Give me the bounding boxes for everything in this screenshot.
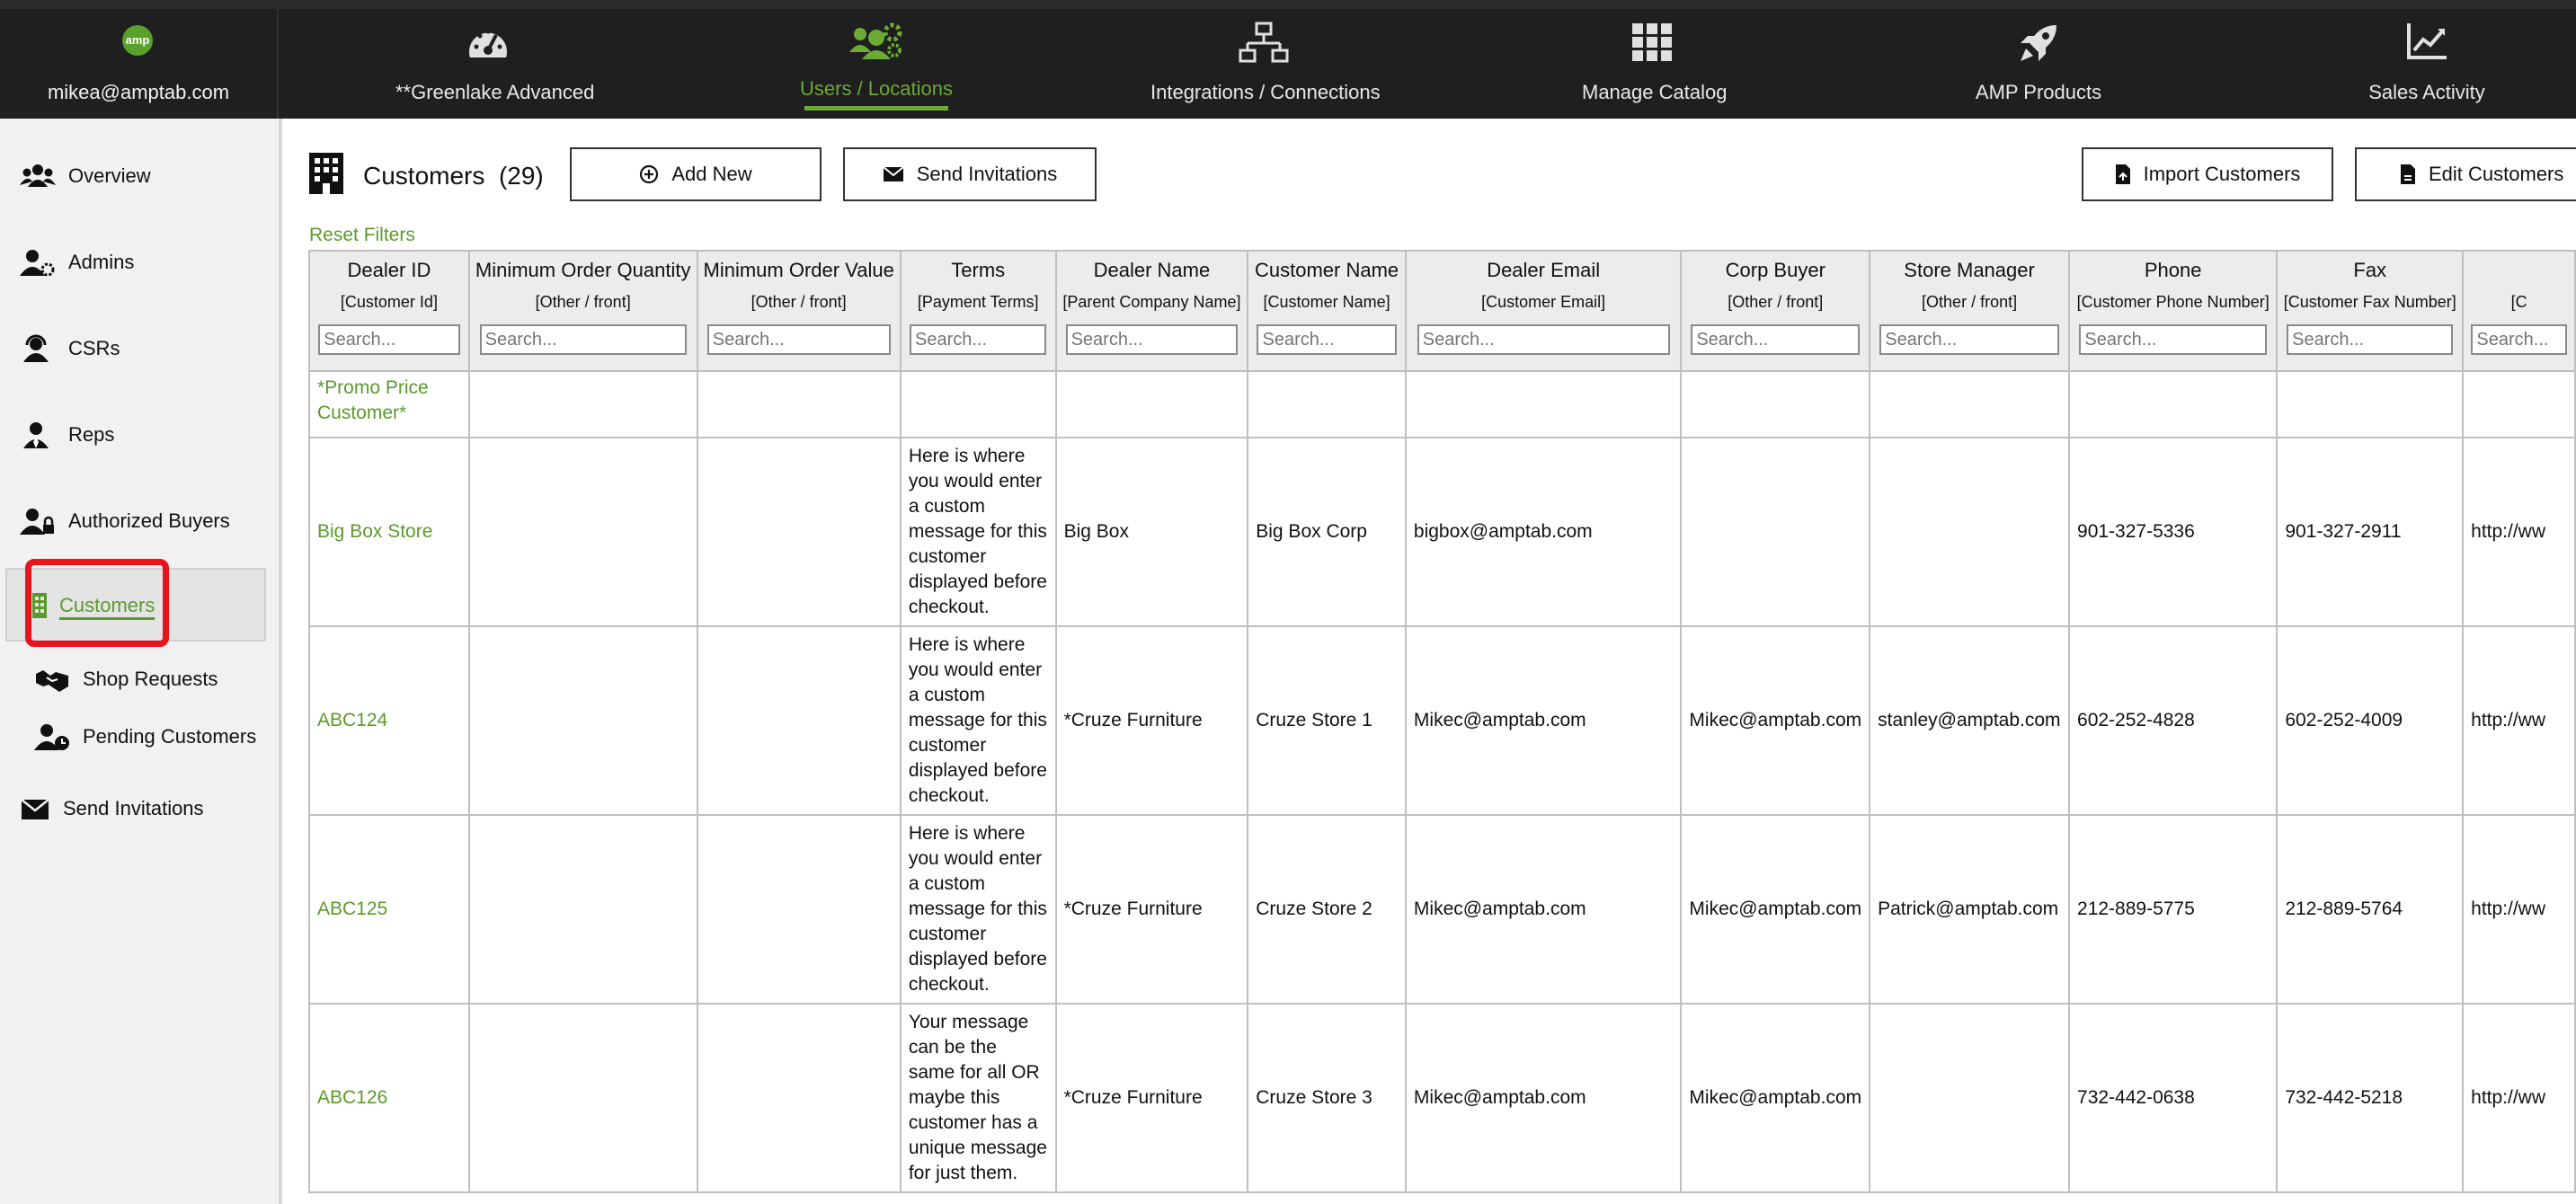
column-header[interactable] <box>1406 251 1682 371</box>
column-field-mapping: [C <box>2510 293 2527 311</box>
account-email: mikea@amptab.com <box>47 81 230 103</box>
table-cell: Big Box Corp <box>1248 438 1406 626</box>
column-title: Fax <box>2353 259 2387 281</box>
sidebar-item-pending-customers[interactable] <box>0 710 279 764</box>
column-field-mapping: [Customer Email] <box>1481 293 1606 311</box>
table-cell: Mikec@amptab.com <box>1681 815 1870 1004</box>
column-title: Dealer Email <box>1487 259 1601 281</box>
table-cell: http://ww <box>2463 438 2575 626</box>
table-cell: Mikec@amptab.com <box>1681 626 1870 815</box>
column-field-mapping: [Other / front] <box>1922 293 2018 311</box>
table-cell: *Cruze Furniture <box>1056 815 1248 1004</box>
table-cell <box>469 1004 697 1192</box>
table-cell: 732-442-0638 <box>2069 1004 2277 1192</box>
column-title: Customer Name <box>1255 259 1399 281</box>
column-search-input[interactable] <box>318 324 459 355</box>
sidebar-item-label: Overview <box>68 164 151 187</box>
table-cell: stanley@amptab.com <box>1870 626 2069 815</box>
table-cell <box>1056 371 1248 438</box>
table-cell <box>2069 371 2277 438</box>
network-icon <box>1239 22 1289 65</box>
user-lock-icon <box>20 507 56 536</box>
table-cell: Cruze Store 1 <box>1248 626 1406 815</box>
dealer-id-cell[interactable]: ABC124 <box>309 626 469 815</box>
table-cell: Here is where you would enter a custom message for this customer displayed before checkout. <box>901 438 1056 626</box>
sidebar-item-csrs[interactable] <box>0 322 279 376</box>
nav-label: AMP Products <box>1975 81 2102 103</box>
column-field-mapping: [Other / front] <box>1728 293 1824 311</box>
table-row[interactable] <box>309 815 2575 1004</box>
table-body <box>309 371 2575 1192</box>
table-cell: 901-327-5336 <box>2069 438 2277 626</box>
envelope-icon <box>20 794 56 823</box>
table-cell: Your message can be the same for all OR maybe this customer has a unique message for just them. <box>901 1004 1056 1192</box>
user-gear-icon <box>20 248 56 277</box>
top-navigation-bar <box>0 0 2576 119</box>
customers-table <box>308 250 2576 1193</box>
nav-label: Manage Catalog <box>1582 81 1728 103</box>
table-cell <box>469 438 697 626</box>
column-header[interactable] <box>2277 251 2463 371</box>
column-field-mapping: [Customer Id] <box>340 293 438 311</box>
column-header[interactable] <box>2069 251 2277 371</box>
column-field-mapping: [Customer Fax Number] <box>2283 293 2456 311</box>
table-cell: Mikec@amptab.com <box>1681 1004 1870 1192</box>
headset-user-icon <box>20 334 56 363</box>
table-cell: http://ww <box>2463 815 2575 1004</box>
building-icon <box>306 151 347 196</box>
table-header-row <box>309 251 2575 371</box>
sidebar-item-admins[interactable] <box>0 235 279 289</box>
sidebar-item-send-invitations[interactable] <box>0 782 279 836</box>
column-title: Terms <box>951 259 1006 281</box>
building-icon <box>27 591 63 620</box>
column-title: Store Manager <box>1904 259 2035 281</box>
column-title: Dealer Name <box>1093 259 1211 281</box>
nav-label: Users / Locations <box>800 77 953 100</box>
nav-label: Sales Activity <box>2368 81 2485 103</box>
file-edit-icon <box>2400 164 2416 185</box>
sidebar-item-reps[interactable] <box>0 408 279 462</box>
amp-logo: amp <box>122 25 153 56</box>
active-tab-underline <box>804 106 948 111</box>
table-cell <box>697 1004 901 1192</box>
table-cell <box>697 626 901 815</box>
nav-users-locations[interactable] <box>791 9 962 119</box>
table-cell: http://ww <box>2463 626 2575 815</box>
column-header[interactable] <box>469 251 697 371</box>
table-cell: Here is where you would enter a custom message for this customer displayed before checkout. <box>901 815 1056 1004</box>
column-search-input[interactable] <box>1257 324 1396 355</box>
column-header[interactable] <box>1681 251 1870 371</box>
dealer-id-cell[interactable]: Big Box Store <box>309 438 469 626</box>
table-cell <box>1248 371 1406 438</box>
table-cell <box>1681 371 1870 438</box>
user-clock-icon <box>34 722 70 751</box>
add-new-button[interactable] <box>570 147 822 201</box>
dealer-id-cell[interactable]: ABC125 <box>309 815 469 1004</box>
table-cell: 901-327-2911 <box>2277 438 2463 626</box>
table-row[interactable] <box>309 626 2575 815</box>
table-cell <box>1870 371 2069 438</box>
table-cell: bigbox@amptab.com <box>1406 438 1682 626</box>
sidebar-item-customers[interactable] <box>0 579 279 633</box>
table-cell <box>2463 371 2575 438</box>
nav-manage-catalog[interactable] <box>1582 9 1728 119</box>
table-cell: http://ww <box>2463 1004 2575 1192</box>
plus-circle-icon <box>639 164 659 184</box>
table-cell <box>469 626 697 815</box>
column-header[interactable] <box>309 251 469 371</box>
table-cell <box>901 371 1056 438</box>
table-cell: 212-889-5775 <box>2069 815 2277 1004</box>
sidebar-item-label: Admins <box>68 251 135 273</box>
account-menu[interactable] <box>0 9 279 119</box>
column-title <box>2469 259 2569 282</box>
table-cell: 732-442-5218 <box>2277 1004 2463 1192</box>
users-gears-icon <box>848 22 905 63</box>
sidebar-item-label: Reps <box>68 423 115 446</box>
column-title: Minimum Order Quantity <box>475 259 691 281</box>
table-cell: Here is where you would enter a custom message for this customer displayed before checkout. <box>901 626 1056 815</box>
table-row[interactable] <box>309 438 2575 626</box>
sidebar-item-label: Pending Customers <box>83 725 257 748</box>
users-icon <box>20 162 56 190</box>
column-header[interactable] <box>697 251 901 371</box>
column-header[interactable] <box>901 251 1056 371</box>
chart-line-icon <box>2405 22 2448 61</box>
file-import-icon <box>2115 164 2131 185</box>
table-cell <box>469 371 697 438</box>
dealer-id-cell[interactable]: *Promo Price Customer* <box>309 371 469 438</box>
table-cell: *Cruze Furniture <box>1056 1004 1248 1192</box>
customer-count: (29) <box>498 162 544 190</box>
sidebar-item-label: Send Invitations <box>63 797 204 819</box>
column-header[interactable] <box>1248 251 1406 371</box>
nav-amp-products[interactable] <box>1974 9 2103 119</box>
table-cell <box>1681 438 1870 626</box>
import-customers-button[interactable] <box>2082 147 2333 201</box>
nav-integrations-connections[interactable] <box>1150 9 1381 119</box>
column-field-mapping: [Customer Name] <box>1263 293 1390 311</box>
sidebar-item-label: Shop Requests <box>83 668 218 690</box>
table-cell <box>2277 371 2463 438</box>
dealer-id-cell[interactable]: ABC126 <box>309 1004 469 1192</box>
handshake-icon <box>34 665 70 694</box>
nav-label: **Greenlake Advanced <box>395 81 595 103</box>
column-title: Dealer ID <box>347 259 431 281</box>
table-cell: Cruze Store 3 <box>1248 1004 1406 1192</box>
column-search-input[interactable] <box>1417 324 1670 355</box>
dashboard-gauge-icon <box>466 22 511 63</box>
table-cell <box>697 438 901 626</box>
table-cell: *Cruze Furniture <box>1056 626 1248 815</box>
table-cell <box>1870 1004 2069 1192</box>
sidebar-item-authorized-buyers[interactable] <box>0 494 279 548</box>
column-field-mapping: [Other / front] <box>751 293 847 311</box>
table-cell: Mikec@amptab.com <box>1406 815 1682 1004</box>
column-search-input[interactable] <box>480 324 687 355</box>
column-header[interactable] <box>1870 251 2069 371</box>
add-new-label: Add New <box>671 163 752 185</box>
sidebar-item-label: Customers <box>59 594 155 616</box>
table-cell: Mikec@amptab.com <box>1406 626 1682 815</box>
sidebar-item-label: Authorized Buyers <box>68 509 230 532</box>
send-invitations-label: Send Invitations <box>916 163 1058 185</box>
table-cell <box>469 815 697 1004</box>
table-cell: Mikec@amptab.com <box>1406 1004 1682 1192</box>
user-tie-icon <box>20 421 56 449</box>
reset-filters-link[interactable]: Reset Filters <box>309 225 415 245</box>
sidebar <box>0 119 282 1204</box>
edit-customers-button[interactable] <box>2355 147 2576 201</box>
table-cell: 212-889-5764 <box>2277 815 2463 1004</box>
column-search-input[interactable] <box>1691 324 1860 355</box>
table-cell: 602-252-4828 <box>2069 626 2277 815</box>
rocket-icon <box>2017 22 2060 65</box>
column-search-input[interactable] <box>1879 324 2059 355</box>
column-header[interactable] <box>1056 251 1248 371</box>
envelope-icon <box>883 166 904 182</box>
column-field-mapping: [Payment Terms] <box>917 293 1039 311</box>
column-search-input[interactable] <box>707 324 891 355</box>
edit-customers-label: Edit Customers <box>2429 163 2564 185</box>
table-cell: Big Box <box>1056 438 1248 626</box>
grid-icon <box>1630 22 1674 63</box>
column-field-mapping: [Customer Phone Number] <box>2076 293 2270 311</box>
table-cell <box>1870 438 2069 626</box>
table-cell: Cruze Store 2 <box>1248 815 1406 1004</box>
nav-sales-activity[interactable] <box>2366 9 2488 119</box>
column-title: Corp Buyer <box>1725 259 1825 281</box>
column-header[interactable] <box>2463 251 2575 371</box>
table-cell: 602-252-4009 <box>2277 626 2463 815</box>
sidebar-item-overview[interactable] <box>0 149 279 203</box>
column-search-input[interactable] <box>2471 324 2566 355</box>
table-row[interactable] <box>309 371 2575 438</box>
table-row[interactable] <box>309 1004 2575 1192</box>
sidebar-item-shop-requests[interactable] <box>0 652 279 706</box>
column-title: Phone <box>2144 259 2202 281</box>
table-cell <box>697 815 901 1004</box>
column-search-input[interactable] <box>1066 324 1239 355</box>
column-search-input[interactable] <box>2287 324 2453 355</box>
page-title <box>363 162 544 190</box>
column-search-input[interactable] <box>2079 324 2267 355</box>
page-title-text: Customers <box>363 162 485 190</box>
table-cell: Patrick@amptab.com <box>1870 815 2069 1004</box>
nav-greenlake-advanced[interactable] <box>395 9 595 119</box>
column-field-mapping: [Parent Company Name] <box>1062 293 1241 311</box>
column-search-input[interactable] <box>910 324 1046 355</box>
nav-label: Integrations / Connections <box>1150 81 1381 103</box>
import-customers-label: Import Customers <box>2143 163 2301 185</box>
table-cell <box>1406 371 1682 438</box>
column-title: Minimum Order Value <box>703 259 894 281</box>
customers-table-container[interactable] <box>308 250 2576 1204</box>
sidebar-item-label: CSRs <box>68 337 120 359</box>
send-invitations-button[interactable] <box>843 147 1097 201</box>
column-field-mapping: [Other / front] <box>535 293 631 311</box>
table-cell <box>697 371 901 438</box>
